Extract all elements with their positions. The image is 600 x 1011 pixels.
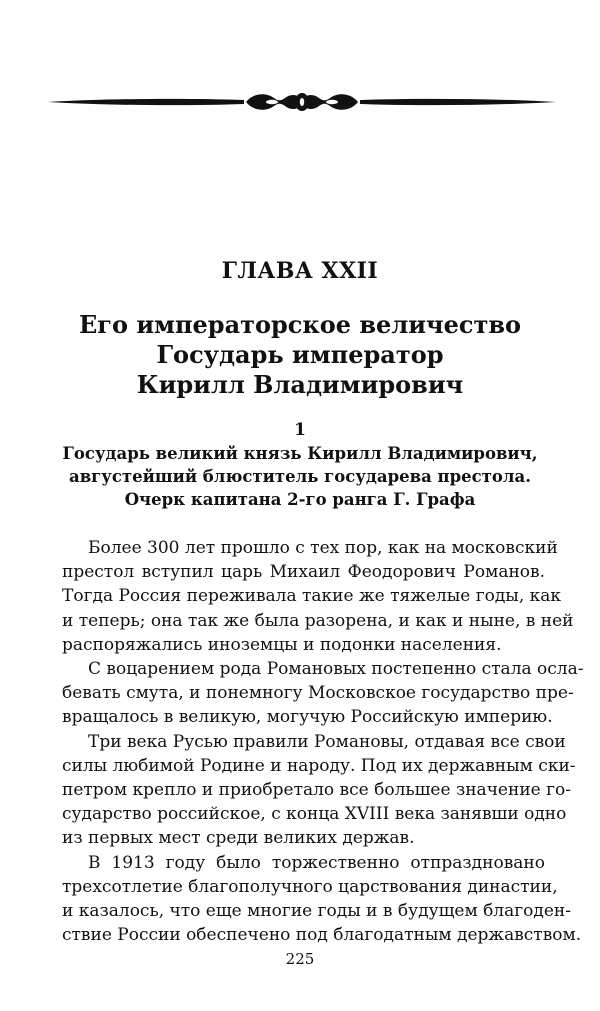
text-line: Тогда Россия переживала такие же тяжелые годы, как bbox=[62, 586, 562, 607]
ornament-right-swash bbox=[360, 99, 556, 105]
text-line: бевать смута, и понемногу Московское государство пре- bbox=[62, 683, 574, 704]
paragraph bbox=[62, 657, 584, 730]
text-line: и теперь; она так же была разорена, и как и ныне, в ней bbox=[62, 610, 574, 631]
subtitle-line: Очерк капитана 2-го ранга Г. Графа bbox=[124, 490, 476, 509]
title-line: Кирилл Владимирович bbox=[136, 370, 464, 399]
subtitle-line: Государь великий князь Кирилл Владимирович, bbox=[62, 444, 538, 463]
text-line: Более 300 лет прошло с тех пор, как на московский bbox=[88, 538, 558, 558]
paragraph bbox=[62, 851, 582, 948]
ornament-left-swash bbox=[48, 99, 244, 105]
text-line: С воцарением рода Романовых постепенно стала осла- bbox=[88, 659, 584, 680]
text-line: ствие России обеспечено под благодатным державством. bbox=[62, 925, 582, 946]
paragraph bbox=[62, 730, 576, 851]
text-line: сударство российское, с конца XVIII века занявши одно bbox=[62, 804, 567, 825]
body-text bbox=[62, 536, 584, 947]
section-subtitle bbox=[0, 442, 600, 511]
text-line: престол вступил царь Михаил Феодорович Романов. bbox=[62, 562, 545, 583]
text-line: петром крепло и приобретало все большее значение го- bbox=[62, 780, 572, 801]
chapter-heading: ГЛАВА XXII bbox=[221, 258, 379, 284]
ornament-divider bbox=[48, 86, 556, 118]
text-line: и казалось, что еще многие годы и в будущем благоден- bbox=[62, 901, 571, 922]
text-line: трехсотлетие благополучного царствования династии, bbox=[62, 876, 558, 897]
text-line: Три века Русью правили Романовы, отдавая все свои bbox=[88, 731, 566, 752]
text-line: силы любимой Родине и народу. Под их державным ски- bbox=[62, 755, 576, 776]
text-line: вращалось в великую, могучую Российскую империю. bbox=[62, 707, 553, 728]
title-line: Его императорское величество bbox=[78, 310, 522, 339]
section-number: 1 bbox=[294, 420, 306, 440]
paragraph bbox=[62, 536, 574, 657]
subtitle-line: августейший блюститель государева престола. bbox=[69, 467, 531, 486]
page-number: 225 bbox=[285, 950, 315, 968]
text-line: В 1913 году было торжественно отпраздновано bbox=[88, 852, 545, 873]
text-line: из первых мест среди великих держав. bbox=[62, 828, 415, 849]
text-line: распоряжались иноземцы и подонки населения. bbox=[62, 634, 502, 655]
chapter-title bbox=[0, 310, 600, 400]
title-line: Государь император bbox=[156, 340, 444, 369]
